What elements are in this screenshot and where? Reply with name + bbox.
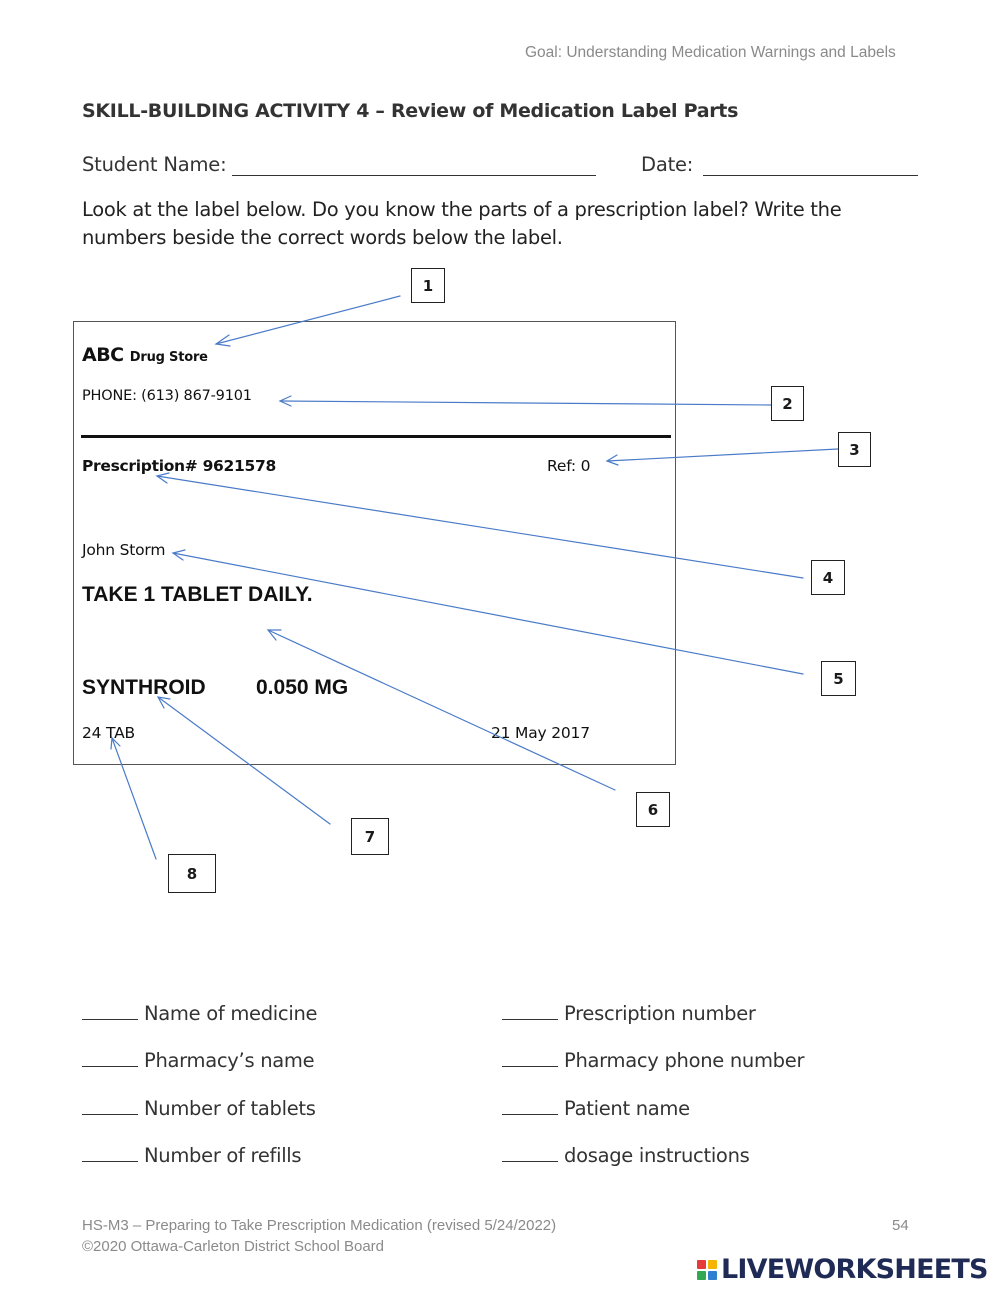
refills-count: Ref: 0 — [547, 457, 591, 475]
logo-cube — [708, 1271, 717, 1280]
callout-box-7: 7 — [351, 818, 389, 855]
page-number: 54 — [892, 1217, 909, 1234]
answer-item — [82, 1095, 316, 1120]
logo-cube — [708, 1260, 717, 1269]
patient-name: John Storm — [82, 541, 166, 559]
label-divider — [81, 435, 671, 438]
activity-title: SKILL-BUILDING ACTIVITY 4 – Review of Medication Label Parts — [82, 100, 739, 122]
liveworksheets-logo[interactable] — [697, 1254, 988, 1285]
dosage-instructions: TAKE 1 TABLET DAILY. — [82, 583, 313, 606]
answer-blank[interactable] — [82, 1142, 138, 1162]
answer-label: Number of refills — [144, 1144, 302, 1167]
answer-blank[interactable] — [502, 1095, 558, 1115]
pharmacy-phone: PHONE: (613) 867-9101 — [82, 388, 252, 404]
logo-cube — [697, 1271, 706, 1280]
answer-item — [502, 1142, 749, 1167]
answer-blank[interactable] — [82, 1047, 138, 1067]
medicine-name: SYNTHROID — [82, 676, 206, 699]
answer-item — [82, 1142, 301, 1167]
callout-box-3: 3 — [838, 432, 871, 467]
pharmacy-name — [82, 344, 208, 366]
date-field[interactable] — [703, 175, 918, 176]
answer-blank[interactable] — [82, 1095, 138, 1115]
answer-item — [502, 1095, 690, 1120]
logo-text: LIVEWORKSHEETS — [721, 1254, 988, 1285]
answer-label: Prescription number — [564, 1002, 756, 1025]
logo-cube — [697, 1260, 706, 1269]
answer-label: Pharmacy phone number — [564, 1049, 805, 1072]
prescription-number: Prescription# 9621578 — [82, 457, 276, 475]
store-name-sub: Drug Store — [129, 350, 208, 365]
answer-blank[interactable] — [502, 1000, 558, 1020]
student-name-label: Student Name: — [82, 153, 227, 176]
callout-box-2: 2 — [771, 386, 804, 421]
answer-item — [502, 1000, 756, 1025]
tablet-quantity: 24 TAB — [82, 724, 135, 742]
answer-label: Name of medicine — [144, 1002, 318, 1025]
callout-box-1: 1 — [411, 268, 445, 303]
answer-blank[interactable] — [502, 1047, 558, 1067]
answer-label: Pharmacy’s name — [144, 1049, 315, 1072]
answer-label: Patient name — [564, 1097, 690, 1120]
goal-header: Goal: Understanding Medication Warnings and Labels — [525, 44, 896, 61]
callout-box-5: 5 — [821, 661, 856, 696]
answer-item — [82, 1000, 317, 1025]
answer-blank[interactable] — [82, 1000, 138, 1020]
footer-copyright: ©2020 Ottawa-Carleton District School Board — [82, 1238, 385, 1255]
answer-label: Number of tablets — [144, 1097, 316, 1120]
answer-item — [82, 1047, 314, 1072]
logo-cubes-icon — [697, 1260, 717, 1280]
fill-date: 21 May 2017 — [491, 724, 590, 742]
student-name-field[interactable] — [232, 175, 596, 176]
instructions-text: Look at the label below. Do you know the parts of a prescription label? Write the numbers beside the correct words below the label. — [82, 198, 842, 249]
answer-item — [502, 1047, 804, 1072]
date-label: Date: — [641, 153, 694, 176]
callout-box-8: 8 — [168, 854, 216, 893]
answer-label: dosage instructions — [564, 1144, 750, 1167]
medicine-dose: 0.050 MG — [256, 676, 349, 699]
store-name-main: ABC — [82, 344, 124, 366]
answer-blank[interactable] — [502, 1142, 558, 1162]
callout-box-6: 6 — [636, 792, 670, 827]
prescription-label — [73, 321, 676, 765]
callout-box-4: 4 — [811, 560, 845, 595]
footer-course: HS-M3 – Preparing to Take Prescription Medication (revised 5/24/2022) — [82, 1217, 557, 1234]
